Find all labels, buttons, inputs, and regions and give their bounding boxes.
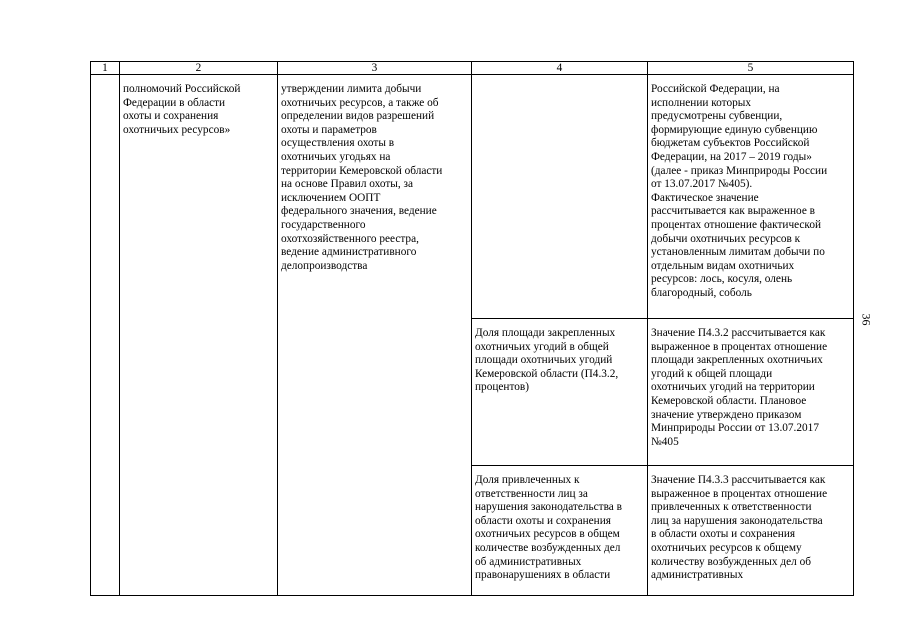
row2-col4-cell [472,319,648,466]
row2-col5-text: Значение П4.3.2 рассчитывается как выраженное в процентах отношение площади закрепленных охотничьих угодий к общей площади охотничьих угодий на территории Кемеровской области. Плановое значение утверждено приказом Минприроды России от 13.07.2017 №405 [651,327,828,448]
row1-col5-cell [648,75,854,319]
page-number: 36 [859,313,874,326]
col3-cell [278,75,472,596]
col3-text: утверждении лимита добычи охотничьих ресурсов, а также об определении видов разрешений охоты и параметров осуществления охоты в охотничьих угодьях на территории Кемеровской области на основе Правил охоты, за исключением ООПТ федерального значения, ведение государственного охотхозяйственного реестра, ведение административного делопроизводства [281,83,443,272]
header-col-2: 2 [120,62,278,75]
main-table [90,61,854,596]
header-col-1: 1 [91,62,120,75]
col2-cell [120,75,278,596]
header-col-5: 5 [648,62,854,75]
col2-text: полномочий Российской Федерации в области охоты и сохранения охотничьих ресурсов» [123,83,241,136]
row3-col4-cell [472,466,648,596]
row3-col5-cell [648,466,854,596]
header-col-4: 4 [472,62,648,75]
col1-cell [91,75,120,596]
row2-col5-cell [648,319,854,466]
header-col-3: 3 [278,62,472,75]
row3-col5-text: Значение П4.3.3 рассчитывается как выраженное в процентах отношение привлеченных к ответственности лиц за нарушения законодательства в области охоты и сохранения охотничьих ресурсов к общему количеству возбужденных дел об административных [651,474,828,582]
table-row [91,75,854,319]
row1-col4-cell [472,75,648,319]
header-row [91,62,854,75]
row2-col4-text: Доля площади закрепленных охотничьих угодий в общей площади охотничьих угодий Кемеровской области (П4.3.2, процентов) [475,327,619,394]
row1-col5-text: Российской Федерации, на исполнении которых предусмотрены субвенции, формирующие единую субвенцию бюджетам субъектов Российской Федерации, на 2017 – 2019 годы» (далее - приказ Минприроды России от 13.07.2017 №405). Фактическое значение рассчитывается как выраженное в процентах отношение фактической добычи охотничьих ресурсов к установленным лимитам добычи по отдельным видам охотничьих ресурсов: лось, косуля, олень благородный, соболь [651,83,828,299]
row3-col4-text: Доля привлеченных к ответственности лиц за нарушения законодательства в области охоты и сохранения охотничьих ресурсов в общем количестве возбужденных дел об административных правонарушениях в области [475,474,622,582]
